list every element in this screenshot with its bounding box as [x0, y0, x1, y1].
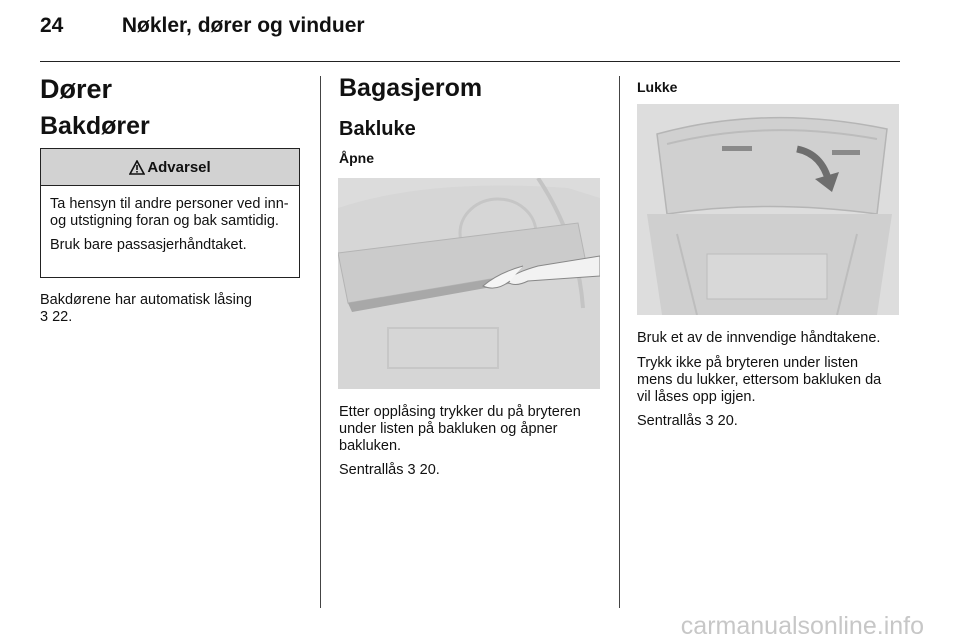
- page-ref-line: [637, 413, 738, 430]
- page-ref-line: [339, 462, 440, 479]
- page-ref: 20.: [717, 413, 738, 429]
- tailgate-open-illustration-svg: [338, 178, 600, 389]
- warning-text: Ta hensyn til andre personer ved inn- og utstigning foran og bak samtidig.: [50, 196, 289, 229]
- procedure-title-apne: Åpne: [339, 150, 374, 166]
- warning-title: Advarsel: [147, 158, 211, 176]
- ref-arrow-icon: 3: [407, 462, 416, 478]
- warning-box: [40, 148, 300, 278]
- body-paragraph: [40, 292, 305, 326]
- subsection-title-bakluke: Bakluke: [339, 118, 416, 140]
- watermark-footer: carmanualsonline.info: [680, 612, 924, 640]
- warning-text: Bruk bare passasjerhåndtaket.: [50, 237, 247, 253]
- body-text: Bakdørene har automatisk låsing: [40, 292, 252, 308]
- section-title-bagasjerom: Bagasjerom: [339, 74, 483, 102]
- ref-label: Sentrallås: [637, 413, 702, 429]
- tailgate-close-illustration: [637, 104, 899, 315]
- warning-triangle-icon: [129, 160, 145, 175]
- tailgate-open-illustration: [338, 178, 600, 389]
- column-divider: [619, 76, 620, 608]
- body-paragraph: Trykk ikke på bryteren under listen mens du lukker, ettersom bakluken da vil låses opp igjen.: [637, 355, 882, 405]
- ref-arrow-icon: 3: [40, 309, 49, 325]
- column-divider: [320, 76, 321, 608]
- page-header: [40, 14, 365, 38]
- header-rule: [40, 61, 900, 62]
- ref-label: Sentrallås: [339, 462, 404, 478]
- page-ref: 20.: [419, 462, 440, 478]
- subsection-title-bakdorer: Bakdører: [40, 112, 150, 140]
- warning-header: [41, 149, 299, 186]
- tailgate-close-illustration-svg: [637, 104, 899, 315]
- body-paragraph: Bruk et av de innvendige håndtakene.: [637, 330, 881, 346]
- chapter-title: Nøkler, dører og vinduer: [121, 14, 365, 37]
- page-ref: 22.: [52, 309, 73, 325]
- page-number: 24: [40, 14, 64, 37]
- section-title-dorer: Dører: [40, 74, 113, 104]
- procedure-title-lukke: Lukke: [637, 79, 678, 95]
- ref-arrow-icon: 3: [705, 413, 714, 429]
- body-paragraph: Etter opplåsing trykker du på bryteren under listen på bakluken og åpner bakluken.: [339, 404, 581, 454]
